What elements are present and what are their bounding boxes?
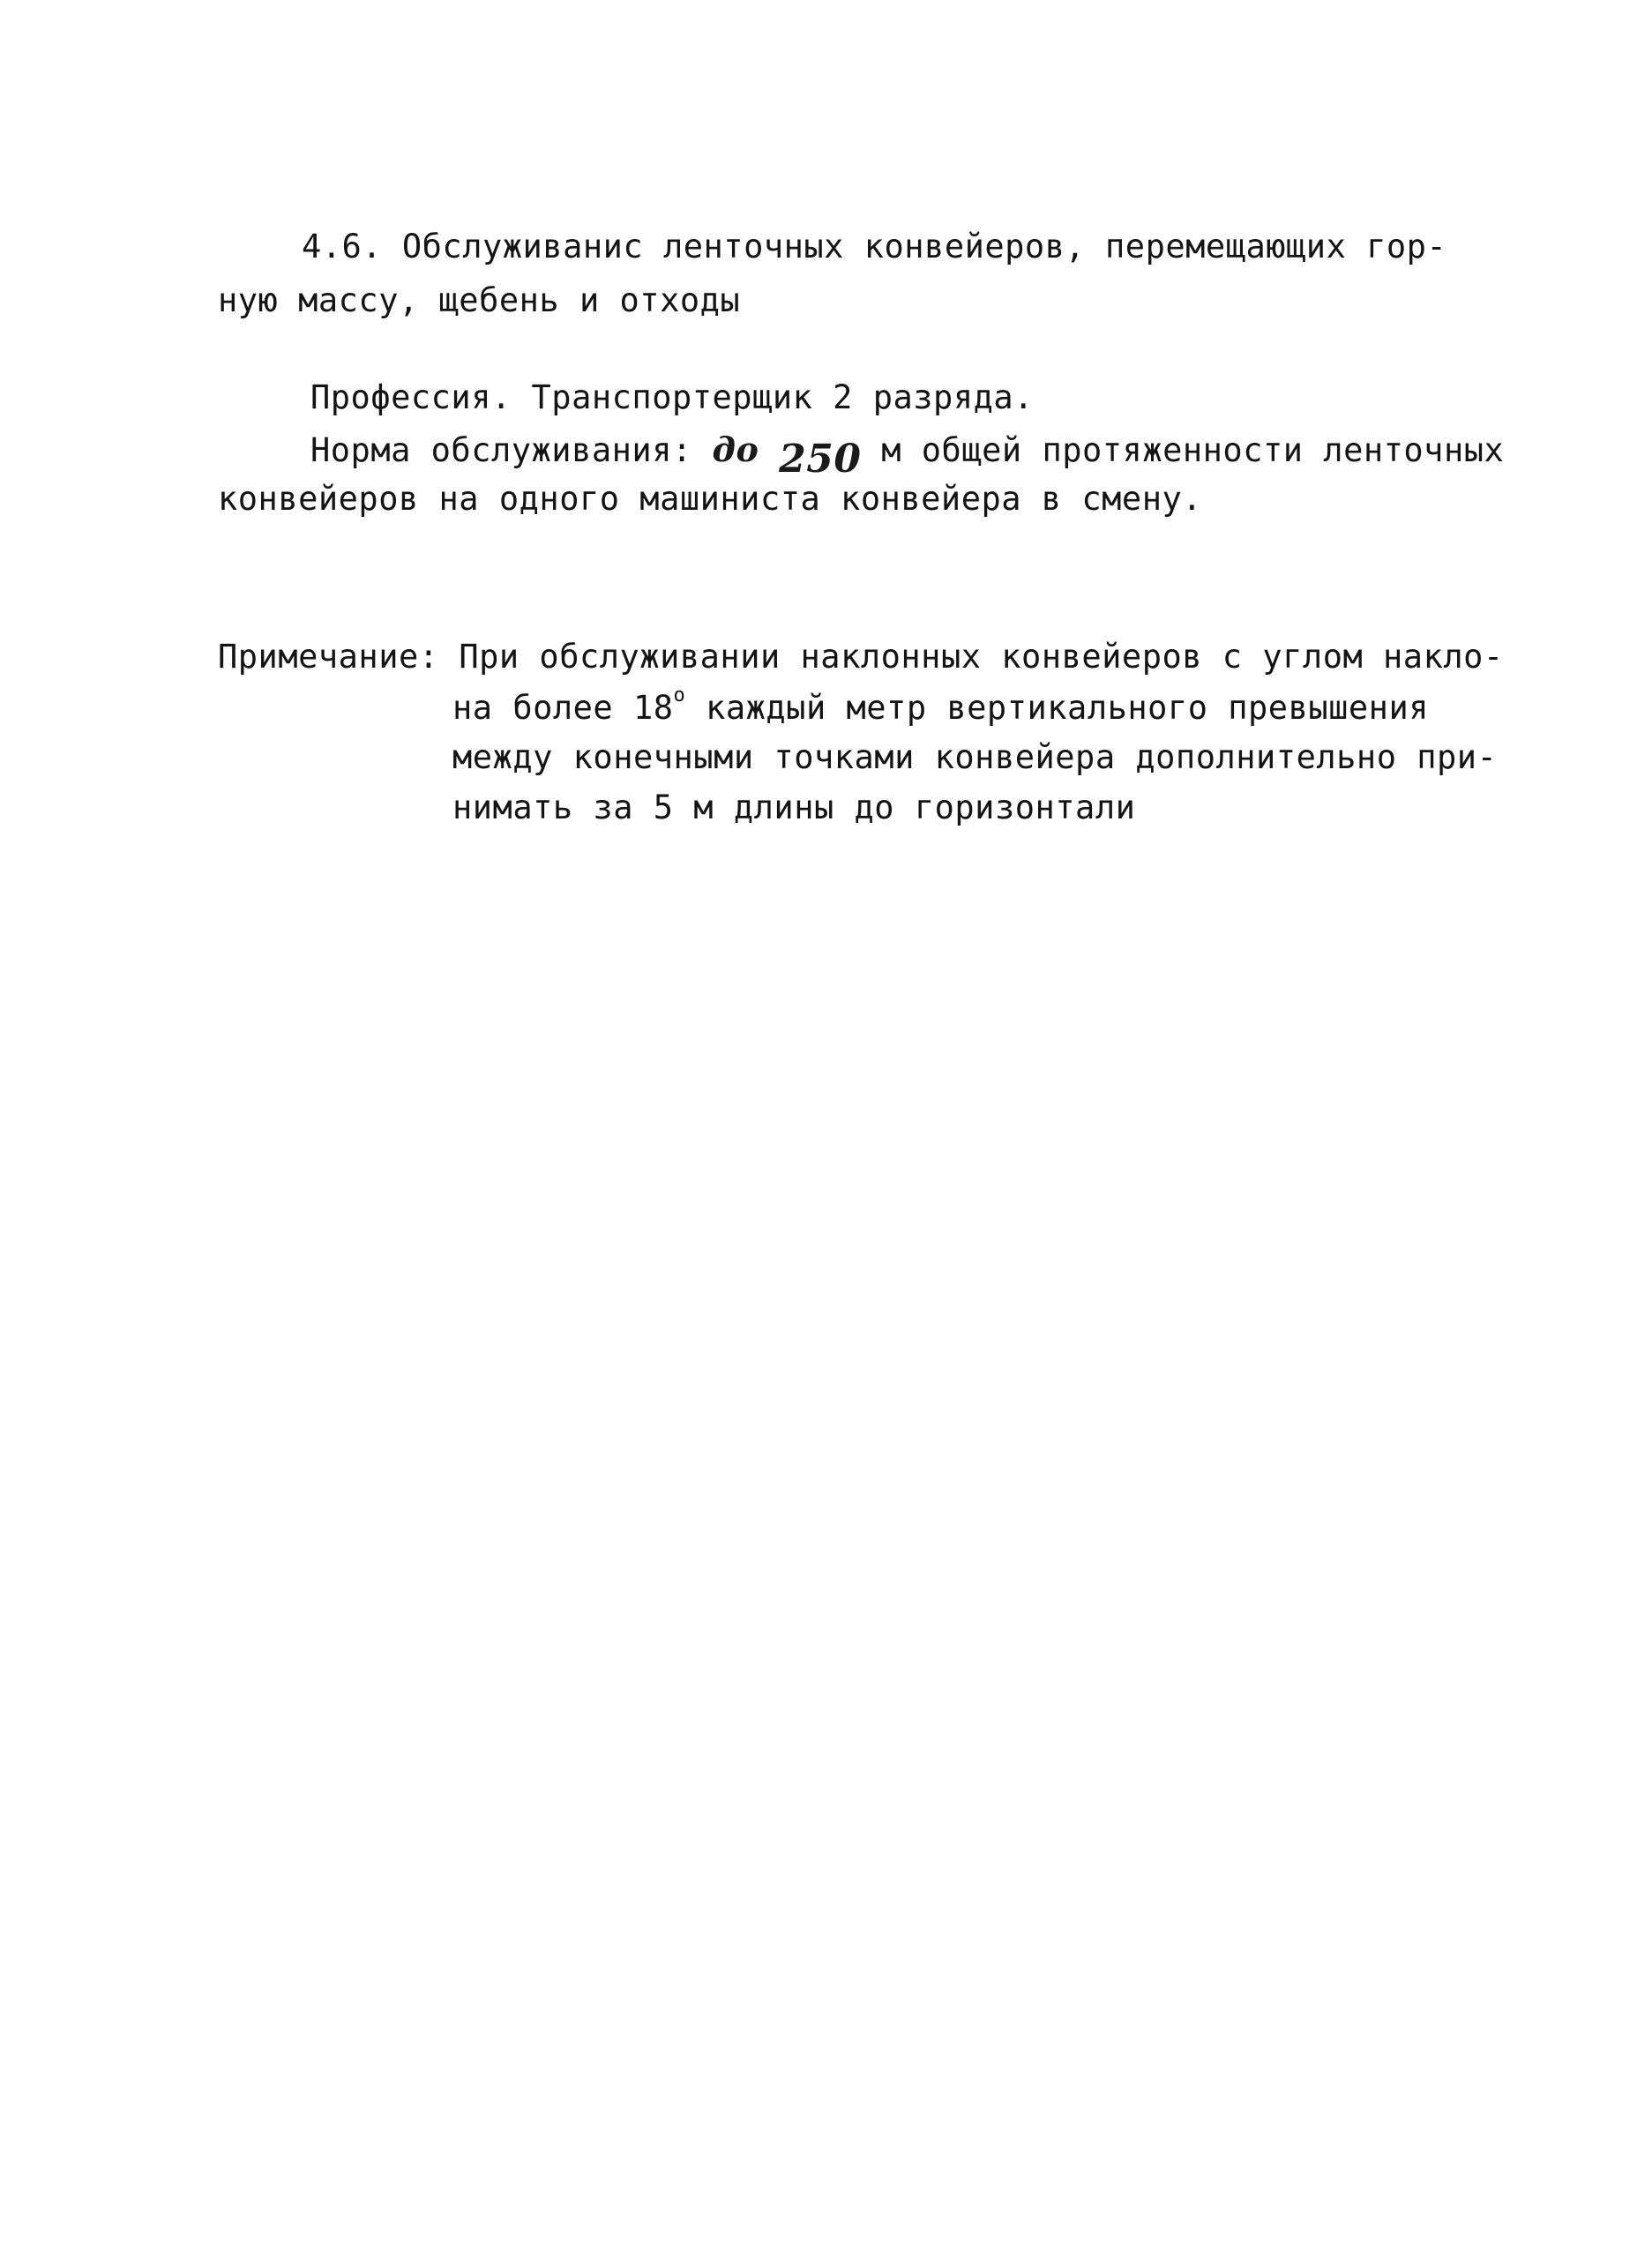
degree-symbol: о xyxy=(673,684,686,706)
handwritten-prefix: до xyxy=(712,430,759,469)
note-text-line-1: При обслуживании наклонных конвейеров с углом накло- xyxy=(459,638,1504,676)
note-label: Примечание: xyxy=(218,638,439,676)
section-heading-line-2: ную массу, щебень и отходы xyxy=(218,281,741,319)
norm-line-1 xyxy=(310,427,1505,482)
note-line-2 xyxy=(452,686,1429,730)
profession-line: Профессия. Транспортерщик 2 разряда. xyxy=(310,378,1034,416)
note-line-1 xyxy=(218,635,1504,679)
note-line-3: между конечными точками конвейера дополнительно при- xyxy=(452,738,1498,776)
handwritten-value: 250 xyxy=(779,437,862,482)
section-heading-line-1: 4.6. Обслуживанис ленточных конвейеров, перемещающих гор- xyxy=(302,228,1447,265)
note-text-line-2-post: каждый метр вертикального превышения xyxy=(685,689,1430,727)
norm-line-2: конвейеров на одного машиниста конвейера в смену. xyxy=(218,480,1203,518)
norm-line-1-rest: м общей протяженности ленточных xyxy=(881,431,1505,469)
note-text-line-2-pre: на более 18 xyxy=(452,689,674,727)
note-line-4: нимать за 5 м длины до горизонтали xyxy=(452,788,1136,826)
norm-label: Норма обслуживания: xyxy=(310,431,692,469)
